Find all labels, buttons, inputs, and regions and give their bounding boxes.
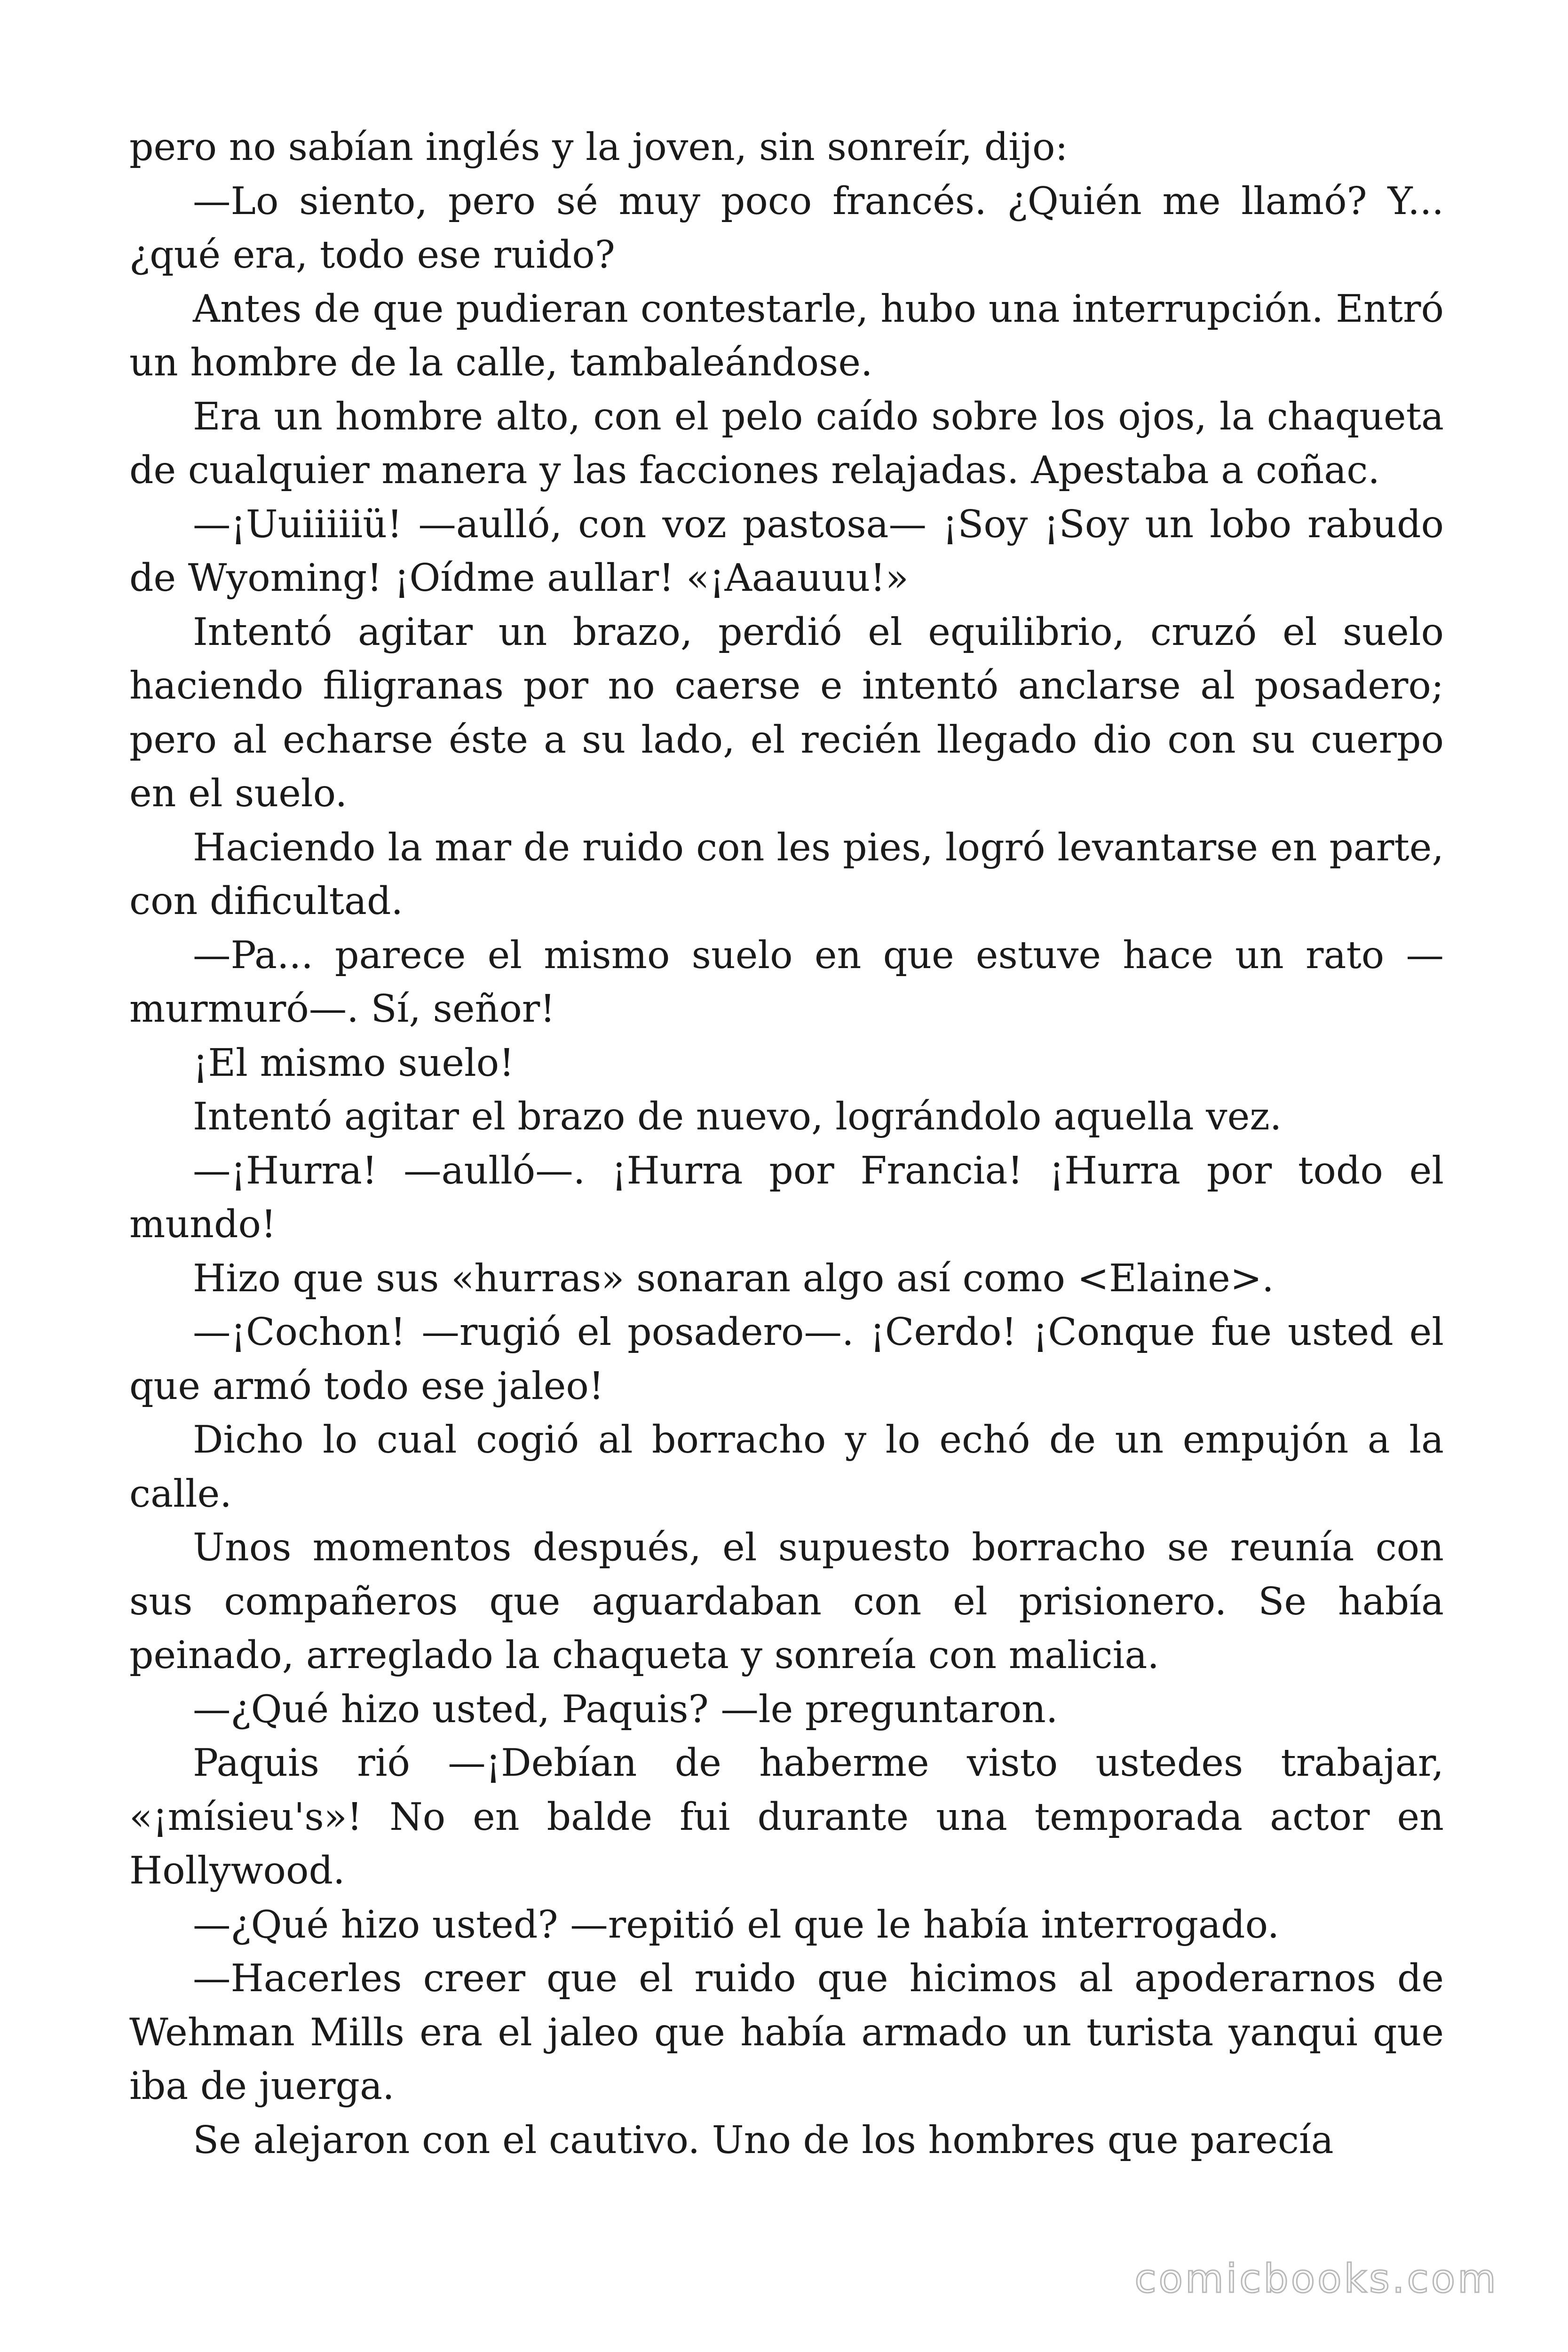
watermark: comicbooks.com [1134, 2256, 1498, 2302]
paragraph-17: Paquis rió —¡Debían de haberme visto ustedes trabajar, «¡mísieu's»! No en balde fui durante una temporada actor en Hollywood. [129, 1740, 1444, 1892]
paragraph-3: Antes de que pudieran contestarle, hubo una interrupción. Entró un hombre de la calle, tambaleándose. [129, 286, 1444, 384]
paragraph-11: —¡Hurra! —aulló—. ¡Hurra por Francia! ¡Hurra por todo el mundo! [129, 1148, 1444, 1246]
page-text-body [129, 120, 1444, 2167]
paragraph-13: —¡Cochon! —rugió el posadero—. ¡Cerdo! ¡Conque fue usted el que armó todo ese jaleo! [129, 1310, 1444, 1408]
paragraph-6: Intentó agitar un brazo, perdió el equilibrio, cruzó el suelo haciendo filigranas por no caerse e intentó anclarse al posadero; pero al echarse éste a su lado, el recién llegado dio con su cuerpo en el suelo. [129, 609, 1444, 815]
paragraph-19: —Hacerles creer que el ruido que hicimos al apoderarnos de Wehman Mills era el jaleo que había armado un turista yanqui que iba de juerga. [129, 1956, 1444, 2108]
paragraph-8: —Pa... parece el mismo suelo en que estuve hace un rato —murmuró—. Sí, señor! [129, 932, 1444, 1031]
paragraph-18: —¿Qué hizo usted? —repitió el que le había interrogado. [193, 1902, 1280, 1947]
paragraph-2: —Lo siento, pero sé muy poco francés. ¿Quién me llamó? Y... ¿qué era, todo ese ruido? [129, 178, 1444, 277]
paragraph-14: Dicho lo cual cogió al borracho y lo echó de un empujón a la calle. [129, 1417, 1444, 1516]
paragraph-15: Unos momentos después, el supuesto borracho se reunía con sus compañeros que aguardaban con el prisionero. Se había peinado, arreglado la chaqueta y sonreía con malicia. [129, 1525, 1444, 1677]
paragraph-1: pero no sabían inglés y la joven, sin sonreír, dijo: [129, 125, 1068, 169]
paragraph-10: Intentó agitar el brazo de nuevo, lográndolo aquella vez. [193, 1094, 1282, 1138]
paragraph-7: Haciendo la mar de ruido con les pies, logró levantarse en parte, con dificultad. [129, 825, 1444, 923]
paragraph-4: Era un hombre alto, con el pelo caído sobre los ojos, la chaqueta de cualquier manera y las facciones relajadas. Apestaba a coñac. [129, 394, 1444, 492]
paragraph-12: Hizo que sus «hurras» sonaran algo así como <Elaine>. [193, 1255, 1274, 1300]
paragraph-5: —¡Uuiiiiiü! —aulló, con voz pastosa— ¡Soy ¡Soy un lobo rabudo de Wyoming! ¡Oídme aullar! «¡Aaauuu!» [129, 501, 1444, 600]
paragraph-16: —¿Qué hizo usted, Paquis? —le preguntaron. [193, 1686, 1058, 1731]
paragraph-20: Se alejaron con el cautivo. Uno de los hombres que parecía [193, 2117, 1334, 2162]
paragraph-9: ¡El mismo suelo! [193, 1040, 515, 1085]
